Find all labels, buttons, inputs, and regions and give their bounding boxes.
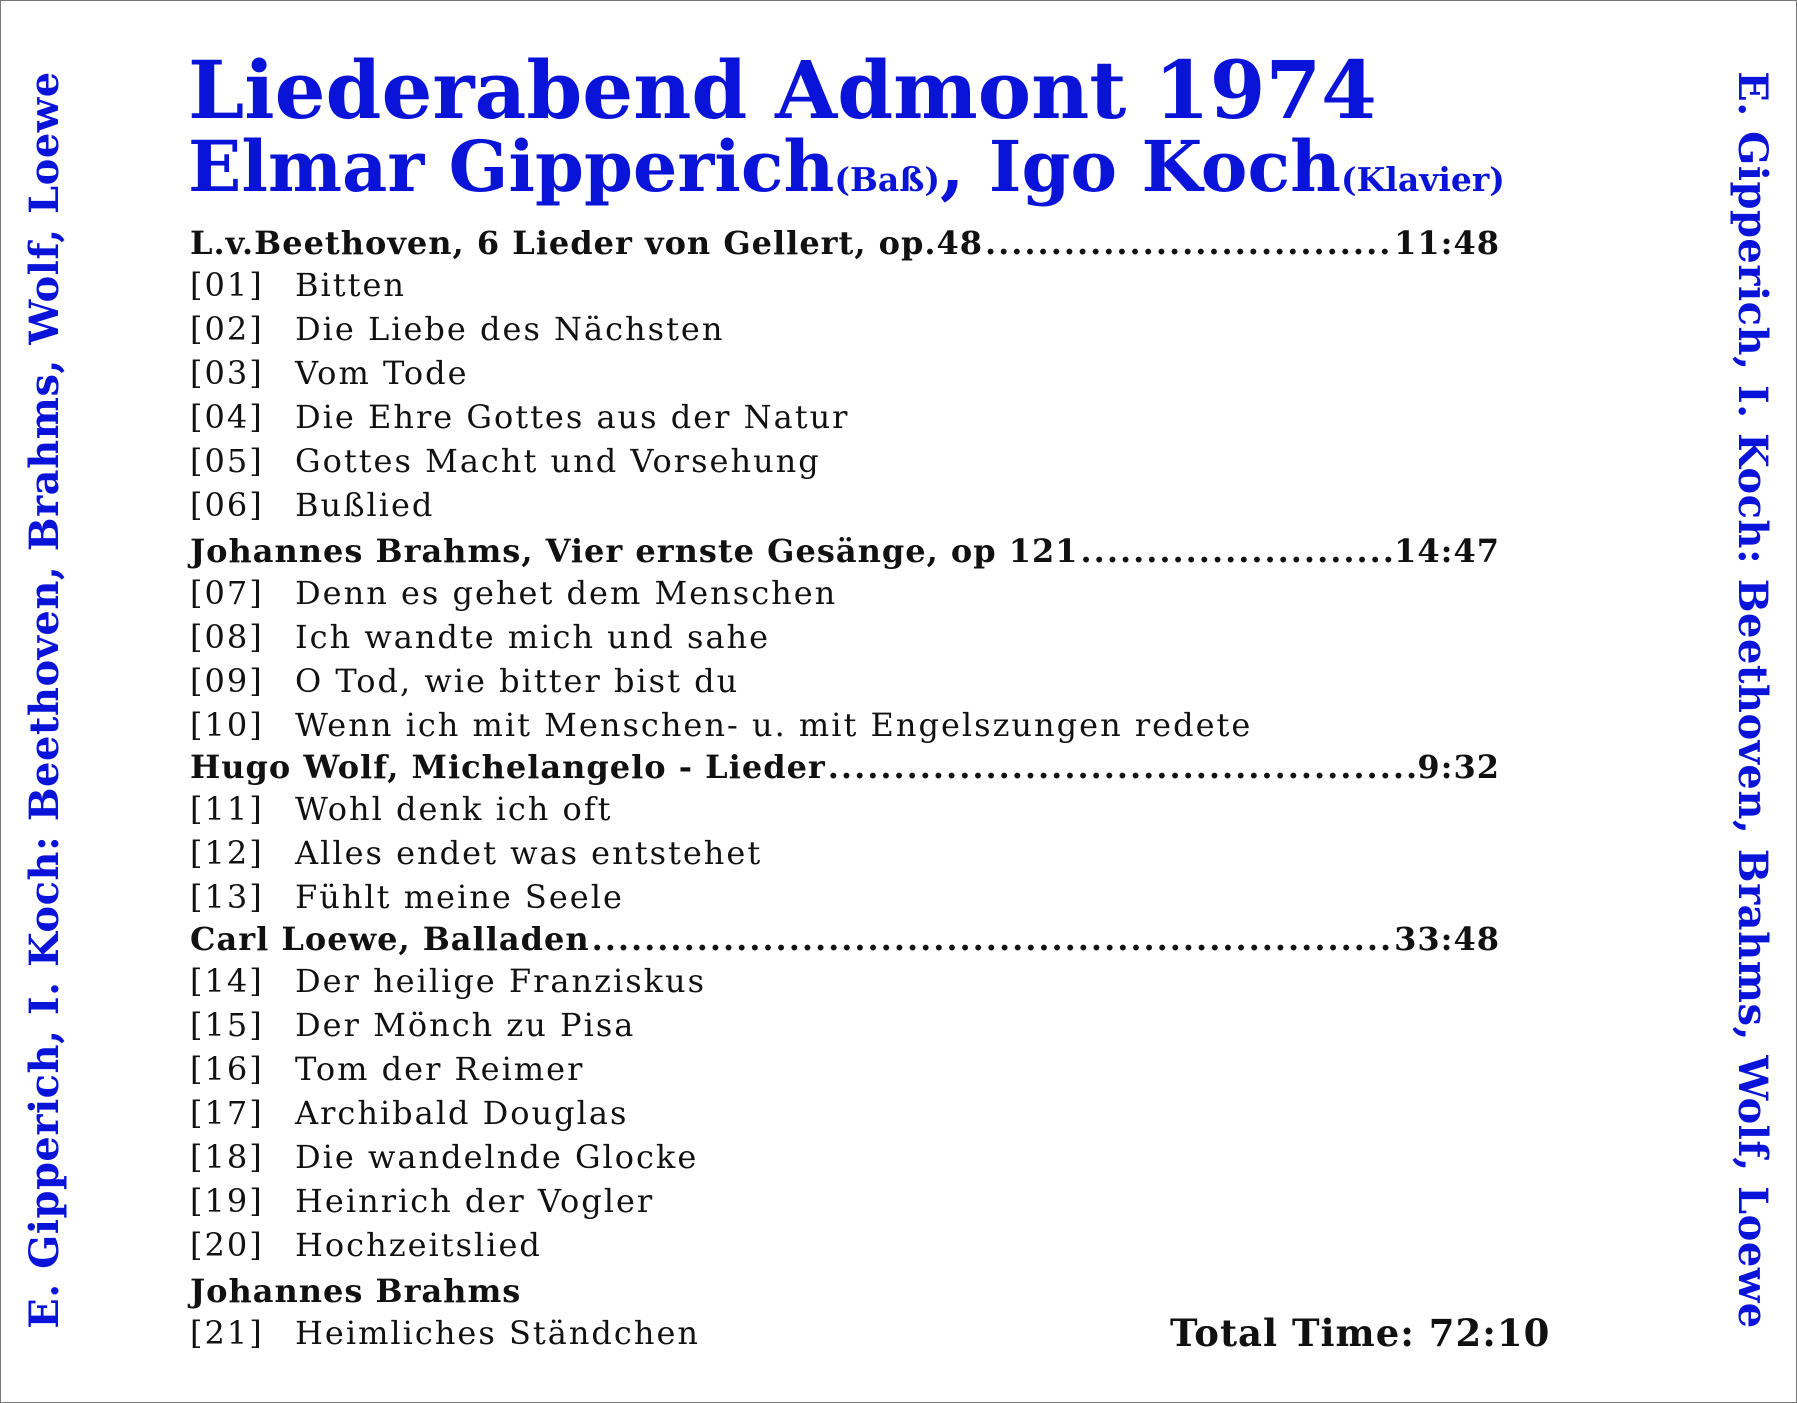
work-duration: 14:47 <box>1394 532 1500 570</box>
track-item <box>190 615 1500 659</box>
work-title: Hugo Wolf, Michelangelo - Lieder <box>190 748 826 786</box>
work-heading-brahms-encore <box>190 1271 550 1311</box>
track-number: [08] <box>190 618 264 656</box>
track-item <box>190 1135 1500 1179</box>
track-title: Die Liebe des Nächsten <box>295 310 725 348</box>
track-number: [20] <box>190 1226 264 1264</box>
track-item <box>190 959 1500 1003</box>
dot-leader <box>985 223 1392 263</box>
track-number: [07] <box>190 574 264 612</box>
track-number: [15] <box>190 1006 264 1044</box>
role-piano: (Klavier) <box>1341 160 1505 199</box>
track-item <box>190 787 1500 831</box>
tracklist <box>190 223 1500 1355</box>
track-number: [02] <box>190 310 264 348</box>
track-number: [01] <box>190 266 264 304</box>
track-item <box>190 1223 1500 1267</box>
track-title: Tom der Reimer <box>295 1050 585 1088</box>
work-heading-brahms <box>190 531 1500 571</box>
track-item <box>190 1003 1500 1047</box>
track-item <box>190 659 1500 703</box>
dot-leader <box>592 919 1393 959</box>
track-item <box>190 875 1500 919</box>
left-spine <box>0 0 90 1403</box>
track-title: Heimliches Ständchen <box>295 1314 700 1352</box>
work-title: Johannes Brahms <box>190 1272 522 1310</box>
total-time: Total Time: 72:10 <box>1170 1311 1551 1355</box>
track-number: [11] <box>190 790 264 828</box>
track-title: Alles endet was entstehet <box>295 834 763 872</box>
role-bass: (Baß) <box>834 160 940 199</box>
track-item <box>190 263 1500 307</box>
track-item <box>190 351 1500 395</box>
album-title: Liederabend Admont 1974 <box>188 43 1377 137</box>
performer-separator: , <box>939 125 989 208</box>
performer-bass: Elmar Gipperich <box>188 125 835 208</box>
track-title: Der heilige Franziskus <box>295 962 707 1000</box>
work-title: Johannes Brahms, Vier ernste Gesänge, op 121 <box>190 532 1079 570</box>
work-duration: 33:48 <box>1394 920 1500 958</box>
track-number: [03] <box>190 354 264 392</box>
work-heading-beethoven <box>190 223 1500 263</box>
dot-leader <box>1081 531 1393 571</box>
track-number: [13] <box>190 878 264 916</box>
work-title: Carl Loewe, Balladen <box>190 920 590 958</box>
track-item <box>190 571 1500 615</box>
track-number: [19] <box>190 1182 264 1220</box>
track-title: Archibald Douglas <box>295 1094 629 1132</box>
track-number: [14] <box>190 962 264 1000</box>
track-title: Ich wandte mich und sahe <box>295 618 771 656</box>
track-number: [17] <box>190 1094 264 1132</box>
right-spine-text: E. Gipperich, I. Koch: Beethoven, Brahms, Wolf, Loewe <box>1729 71 1776 1329</box>
track-title: Wohl denk ich oft <box>295 790 613 828</box>
track-number: [04] <box>190 398 264 436</box>
track-number: [05] <box>190 442 264 480</box>
track-item <box>190 439 1500 483</box>
track-title: Denn es gehet dem Menschen <box>295 574 838 612</box>
track-title: Die wandelnde Glocke <box>295 1138 699 1176</box>
track-number: [12] <box>190 834 264 872</box>
track-number: [09] <box>190 662 264 700</box>
left-spine-text: E. Gipperich, I. Koch: Beethoven, Brahms, Wolf, Loewe <box>21 71 68 1329</box>
work-heading-wolf <box>190 747 1500 787</box>
track-title: Der Mönch zu Pisa <box>295 1006 636 1044</box>
track-item <box>190 831 1500 875</box>
track-number: [06] <box>190 486 264 524</box>
track-title: Heinrich der Vogler <box>295 1182 655 1220</box>
track-item <box>190 1179 1500 1223</box>
track-title: Gottes Macht und Vorsehung <box>295 442 821 480</box>
track-title: Vom Tode <box>295 354 469 392</box>
track-number: [21] <box>190 1314 264 1352</box>
track-item <box>190 483 1500 527</box>
work-heading-loewe <box>190 919 1500 959</box>
track-title: Die Ehre Gottes aus der Natur <box>295 398 850 436</box>
track-item <box>190 703 1500 747</box>
work-duration: 9:32 <box>1417 748 1500 786</box>
track-title: Wenn ich mit Menschen- u. mit Engelszungen redete <box>295 706 1253 744</box>
track-item <box>190 395 1500 439</box>
track-title: Bußlied <box>295 486 435 524</box>
track-title: O Tod, wie bitter bist du <box>295 662 740 700</box>
track-title: Fühlt meine Seele <box>295 878 624 916</box>
track-title: Bitten <box>295 266 407 304</box>
track-list-wolf <box>190 787 1500 919</box>
dot-leader <box>828 747 1416 787</box>
work-duration: 11:48 <box>1394 224 1500 262</box>
track-number: [16] <box>190 1050 264 1088</box>
right-spine <box>1707 0 1797 1403</box>
track-list-brahms <box>190 571 1500 747</box>
track-number: [18] <box>190 1138 264 1176</box>
track-title: Hochzeitslied <box>295 1226 542 1264</box>
track-number: [10] <box>190 706 264 744</box>
performer-piano: Igo Koch <box>988 125 1341 208</box>
track-item <box>190 1091 1500 1135</box>
performers-line <box>188 122 1505 225</box>
work-title: L.v.Beethoven, 6 Lieder von Gellert, op.48 <box>190 224 983 262</box>
track-item <box>190 1047 1500 1091</box>
track-item <box>190 307 1500 351</box>
track-list-beethoven <box>190 263 1500 527</box>
track-list-loewe <box>190 959 1500 1267</box>
